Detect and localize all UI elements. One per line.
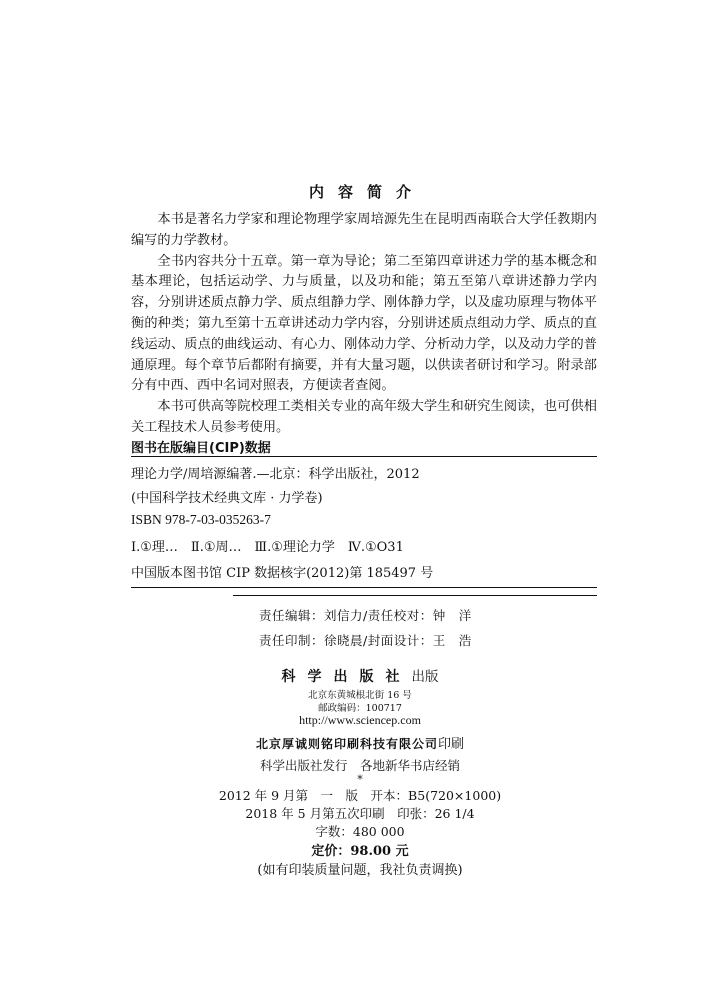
quality-note: (如有印装质量问题，我社负责调换) — [257, 863, 463, 878]
edition-line-2: 2018 年 5 月第五次印刷 印张：26 1/4 — [245, 806, 475, 821]
publisher-address: 北京东黄城根北街 16 号 — [308, 690, 412, 701]
page-title: 内容简介 — [308, 183, 425, 201]
cip-line-number: 中国版本图书馆 CIP 数据核字(2012)第 185497 号 — [131, 566, 434, 581]
printer-suffix: 印刷 — [438, 737, 465, 752]
intro-paragraph-1: 本书是著名力学家和理论物理学家周培源先生在昆明西南联合大学任教期内编写的力学教材。 — [131, 212, 597, 248]
word-count: 字数：480 000 — [315, 824, 405, 839]
cip-top-rule — [131, 456, 597, 457]
cip-heading: 图书在版编目(CIP)数据 — [131, 441, 271, 456]
publisher-postcode: 邮政编码：100717 — [318, 703, 402, 714]
editors-line-2: 责任印制：徐晓晨/封面设计：王 浩 — [259, 633, 472, 648]
printer-name: 北京厚诚则铭印刷科技有限公司 — [255, 737, 438, 751]
separator-mark: * — [357, 773, 363, 786]
intro-text — [131, 210, 597, 439]
publisher-name: 科学出版社 — [281, 669, 412, 685]
intro-paragraph-2: 全书内容共分十五章。第一章为导论；第二至第四章讲述力学的基本概念和基本理论，包括运动学、力与质量，以及功和能；第五至第八章讲述静力学内容，分别讲述质点静力学、质点组静力学、刚体静力学，以及虚功原理与物体平衡的种类；第九至第十五章讲述动力学内容，分别讲述质点组动力学、质点的直线运动、质点的曲线运动、有心力、刚体动力学、分析动力学，以及动力学的普通原理。每个章节后都附有摘要，并有大量习题，以供读者研讨和学习。附录部分有中西、西中名词对照表，方便读者查阅。 — [131, 253, 597, 394]
editors-line-1: 责任编辑：刘信力/责任校对：钟 洋 — [259, 608, 472, 623]
intro-paragraph-3: 本书可供高等院校理工类相关专业的高年级大学生和研究生阅读，也可供相关工程技术人员参考使用。 — [131, 399, 597, 435]
cip-line-isbn: ISBN 978-7-03-035263-7 — [131, 512, 271, 527]
cip-line-classification: Ⅰ.①理… Ⅱ.①周… Ⅲ.①理论力学 Ⅳ.①O31 — [131, 540, 404, 555]
editors-top-rule — [233, 595, 597, 596]
price: 定价：98.00 元 — [311, 844, 409, 859]
distribution-line: 科学出版社发行 各地新华书店经销 — [259, 758, 460, 773]
edition-line-1: 2012 年 9 月第 一 版 开本：B5(720×1000) — [218, 788, 502, 803]
cip-bottom-rule — [131, 587, 597, 588]
publisher-line — [160, 665, 560, 686]
publisher-suffix: 出版 — [411, 669, 439, 685]
printer-line — [160, 733, 560, 752]
publisher-url: http://www.sciencep.com — [299, 713, 421, 727]
cip-line-series: (中国科学技术经典文库 · 力学卷) — [131, 491, 323, 506]
cip-line-title: 理论力学/周培源编著.—北京：科学出版社，2012 — [131, 467, 420, 482]
